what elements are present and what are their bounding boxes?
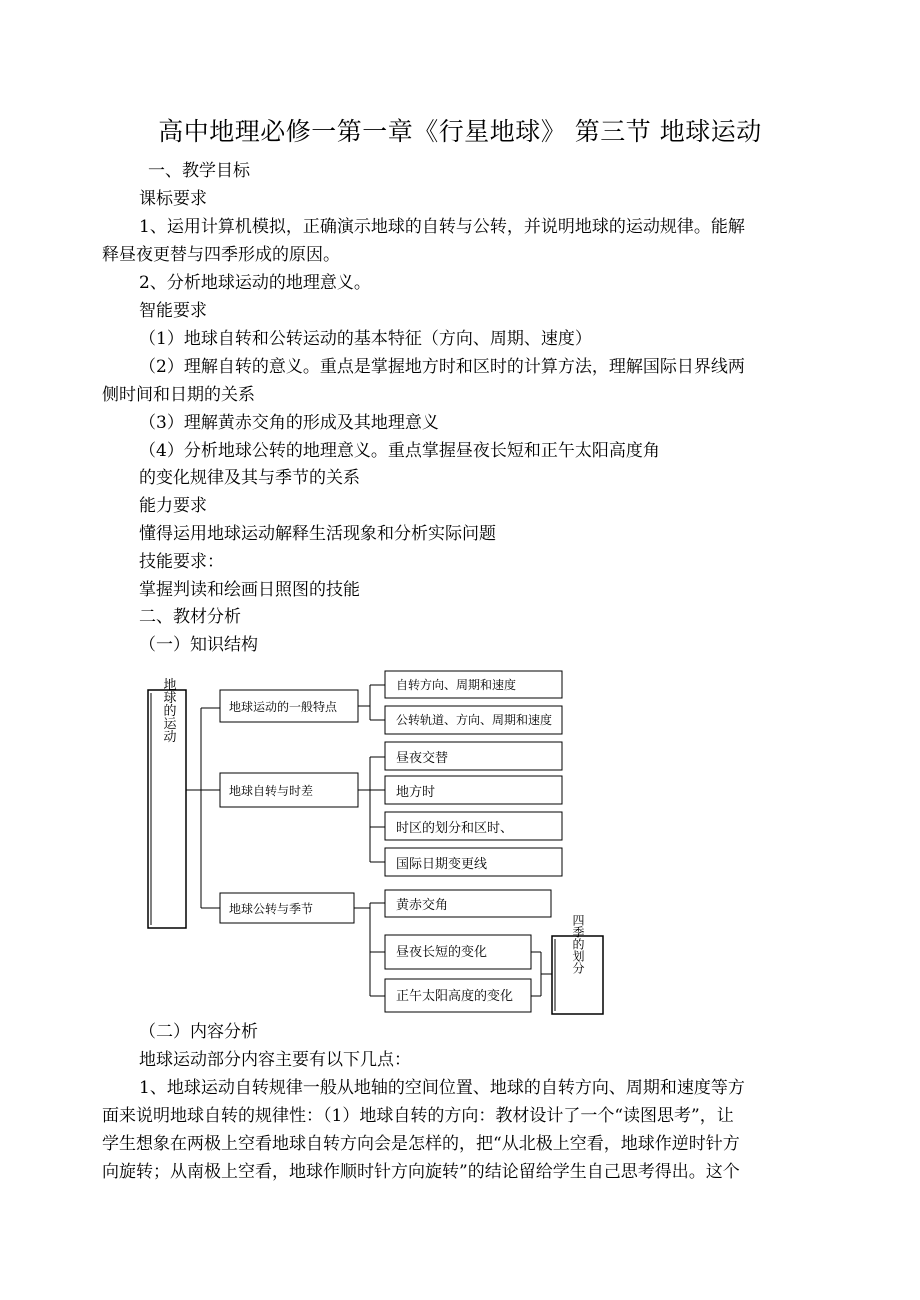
text-line: 课标要求 [139,189,207,209]
text-line: 智能要求 [139,301,207,321]
leaf-label: 时区的划分和区时、 [396,821,514,836]
leaf-label: 昼夜长短的变化 [396,945,488,960]
text-line: 的变化规律及其与季节的关系 [139,468,360,488]
branch-label: 地球运动的一般特点 [229,700,338,714]
text-line: 技能要求： [139,552,224,572]
leaf-label: 国际日期变更线 [396,857,488,872]
text-line: （一）知识结构 [139,635,258,655]
text-line: 一、教学目标 [148,161,250,181]
page-title: 高中地理必修一第一章《行星地球》 第三节 地球运动 [158,117,762,146]
text-line: 1、运用计算机模拟，正确演示地球的自转与公转，并说明地球的运动规律。能解 [139,217,745,237]
text-line: 面来说明地球自转的规律性：（1）地球自转的方向：教材设计了一个“读图思考”，让 [102,1106,734,1126]
text-line: （3）理解黄赤交角的形成及其地理意义 [139,413,439,433]
text-line: （二）内容分析 [139,1022,258,1042]
text-line: 二、教材分析 [139,607,241,627]
text-line: 侧时间和日期的关系 [102,385,255,405]
text-line: （2）理解自转的意义。重点是掌握地方时和区时的计算方法，理解国际日界线两 [139,357,745,377]
text-line: 能力要求 [139,496,207,516]
leaf-label: 自转方向、周期和速度 [396,678,517,692]
root-label: 地球的运动 [160,677,176,743]
text-line: 地球运动部分内容主要有以下几点： [139,1050,411,1070]
text-line: 向旋转；从南极上空看，地球作顺时针方向旋转”的结论留给学生自己思考得出。这个 [102,1162,740,1182]
text-line: 掌握判读和绘画日照图的技能 [139,580,360,600]
text-line: （1）地球自转和公转运动的基本特征（方向、周期、速度） [139,329,592,349]
text-line: 1、地球运动自转规律一般从地轴的空间位置、地球的自转方向、周期和速度等方 [139,1078,745,1098]
text-line: 懂得运用地球运动解释生活现象和分析实际问题 [139,524,496,544]
text-line: 学生想象在两极上空看地球自转方向会是怎样的，把“从北极上空看，地球作逆时针方 [102,1134,740,1154]
leaf-label: 正午太阳高度的变化 [396,989,514,1004]
text-line: （4）分析地球公转的地理意义。重点掌握昼夜长短和正午太阳高度角 [139,441,660,461]
leaf-label: 地方时 [396,785,436,800]
text-line: 释昼夜更替与四季形成的原因。 [102,245,340,265]
seasons-label: 四季的划分 [571,914,585,974]
leaf-label: 昼夜交替 [396,751,449,766]
branch-label: 地球公转与季节 [229,902,314,916]
leaf-label: 黄赤交角 [396,898,449,913]
leaf-label: 公转轨道、方向、周期和速度 [396,713,553,727]
text-line: 2、分析地球运动的地理意义。 [139,273,371,293]
branch-label: 地球自转与时差 [229,784,314,798]
